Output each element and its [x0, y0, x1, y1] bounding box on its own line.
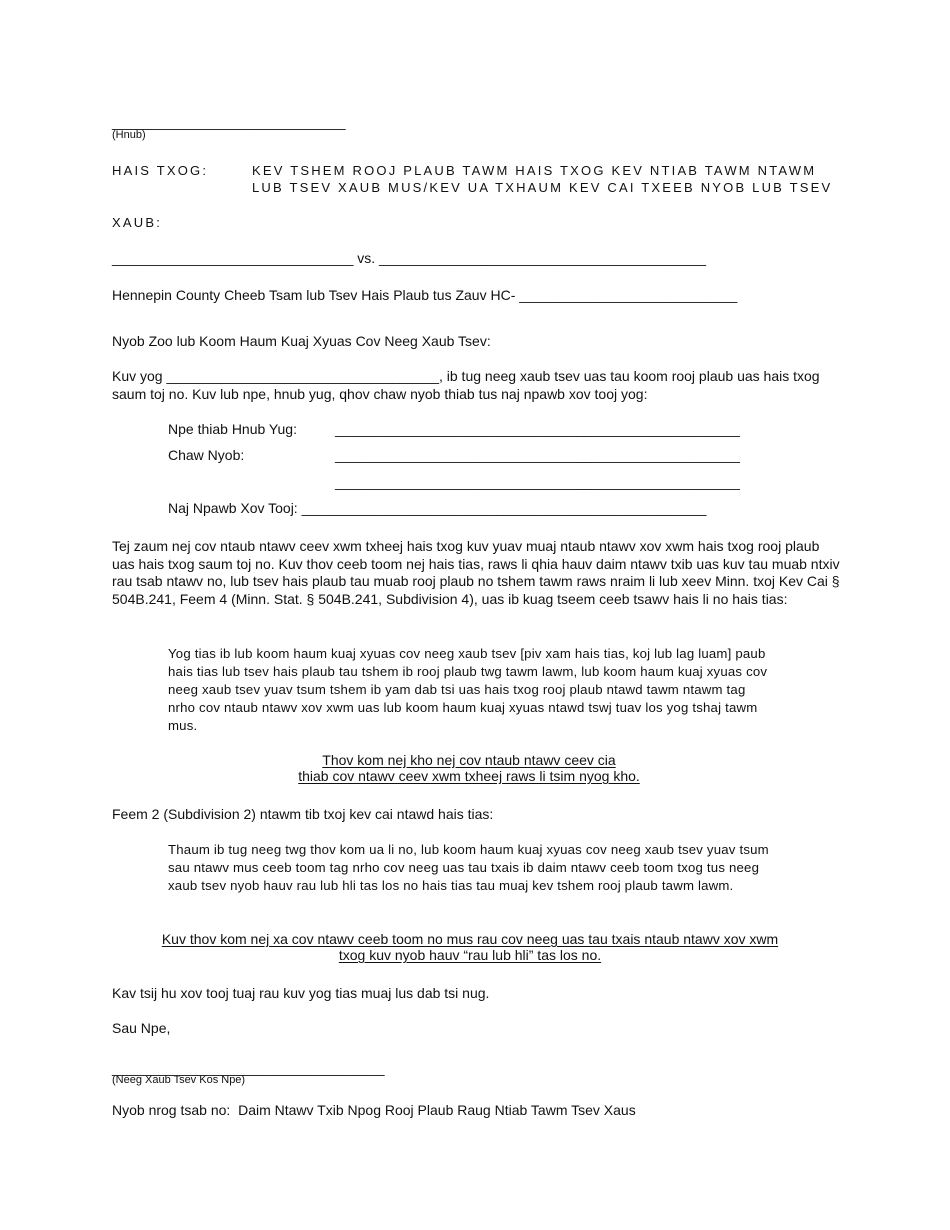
- address-blank-1: ____________________________________________________: [335, 447, 740, 463]
- plaintiff-blank: _______________________________: [112, 250, 354, 266]
- name-dob-label: Npe thiab Hnub Yug:: [168, 421, 297, 437]
- phone-line: [168, 500, 706, 516]
- request-emphasis-2-line-2: txog kuv nyob hauv “rau lub hli” tas los no.: [338, 947, 602, 963]
- subject-line-2: LUB TSEV XAUB MUS/KEV UA TXHAUM KEV CAI TXEEB NYOB LUB TSEV: [252, 180, 833, 195]
- enclosure-line: [112, 1102, 636, 1118]
- request-paragraph: Tej zaum nej cov ntaub ntawv ceev xwm txheej hais txog kuv yuav muaj ntaub ntawv xov xwm hais txog rooj plaub uas hais txog saum toj no. Kuv thov ceeb toom nej hais tias, raws li qhia hauv daim ntawv txib uas kuv tau muab ntxiv rau tsab ntawv no, lub tsev hais plaub tau muab rooj plaub no tshem tawm raws nraim li lub xeev Minn. txoj Kev Cai § 504B.241, Feem 4 (Minn. Stat. § 504B.241, Subdivision 4), uas ib kuag tseem ceeb tsawv hais li no hais tias:: [112, 538, 840, 607]
- subject-label: HAIS TXOG:: [112, 163, 209, 178]
- statute-quote-2: Thaum ib tug neeg twg thov kom ua li no, lub koom haum kuaj xyuas cov neeg xaub tsev yuav tsum sau ntawv mus ceeb toom tag nrho cov neeg uas tau txais ib daim ntawv ceeb toom txog tus neeg xaub tsev nyob hauv rau lub hli tas los no hais tias tau muaj kev tshem rooj plaub tawm lawm.: [168, 842, 769, 893]
- signoff: Sau Npe,: [112, 1020, 171, 1036]
- salutation: Nyob Zoo lub Koom Haum Kuaj Xyuas Cov Neeg Xaub Tsev:: [112, 333, 491, 349]
- date-blank: ______________________________: [112, 114, 346, 130]
- address-blank-2: ____________________________________________________: [335, 474, 740, 490]
- address-field-label: Chaw Nyob:: [168, 447, 245, 463]
- name-dob-blank: ____________________________________________________: [335, 421, 740, 437]
- enclosure-value: Daim Ntawv Txib Npog Rooj Plaub Raug Ntiab Tawm Tsev Xaus: [238, 1102, 636, 1118]
- request-emphasis-2-line-1: Kuv thov kom nej xa cov ntawv ceeb toom no mus rau cov neeg uas tau txais ntaub ntawv xov xwm: [161, 931, 779, 947]
- intro-paragraph: Kuv yog ___________________________________, ib tug neeg xaub tsev uas tau koom rooj plaub uas hais txog saum toj no. Kuv lub npe, hnub yug, qhov chaw nyob thiab tus naj npawb xov tooj yog:: [112, 368, 820, 402]
- request-emphasis-1-line-2: thiab cov ntawv ceev xwm txheej raws li tsim nyog kho.: [298, 768, 640, 784]
- date-label: (Hnub): [112, 129, 146, 141]
- phone-blank: ____________________________________________________: [301, 500, 707, 516]
- subject-line-1: KEV TSHEM ROOJ PLAUB TAWM HAIS TXOG KEV NTIAB TAWM NTAWM: [252, 163, 817, 178]
- signature-label: (Neeg Xaub Tsev Kos Npe): [112, 1074, 246, 1086]
- case-number-line: Hennepin County Cheeb Tsam lub Tsev Hais Plaub tus Zauv HC- ____________________________: [112, 287, 738, 303]
- address-label: XAUB:: [112, 215, 163, 230]
- subdivision-intro: Feem 2 (Subdivision 2) ntawm tib txoj kev cai ntawd hais tias:: [112, 806, 494, 822]
- signature-blank: ___________________________________: [112, 1060, 385, 1076]
- request-emphasis-1-line-1: Thov kom nej kho nej cov ntaub ntawv ceev cia: [322, 752, 616, 768]
- phone-label: Naj Npawb Xov Tooj:: [168, 500, 298, 516]
- defendant-blank: __________________________________________: [379, 250, 707, 266]
- versus-text: vs.: [357, 250, 376, 266]
- enclosure-label: Nyob nrog tsab no:: [112, 1102, 231, 1118]
- statute-quote-1: Yog tias ib lub koom haum kuaj xyuas cov neeg xaub tsev [piv xam hais tias, koj lub lag luam] paub hais tias lub tsev hais plaub tau tshem ib rooj plaub twg tawm lawm, lub koom haum kuaj xyuas cov neeg xaub tsev yuav tsum tshem ib yam dab tsi uas hais txog rooj plaub ntawd tawm ntawm tag nrho cov ntaub ntawv xov xwm uas lub koom haum kuaj xyuas ntawd tswj tuav los yog tshaj tawm mus.: [168, 646, 768, 733]
- request-emphasis-2: [100, 931, 840, 963]
- closing-paragraph: Kav tsij hu xov tooj tuaj rau kuv yog tias muaj lus dab tsi nug.: [112, 985, 490, 1001]
- parties-line: [112, 250, 706, 266]
- request-emphasis-1: [168, 752, 770, 784]
